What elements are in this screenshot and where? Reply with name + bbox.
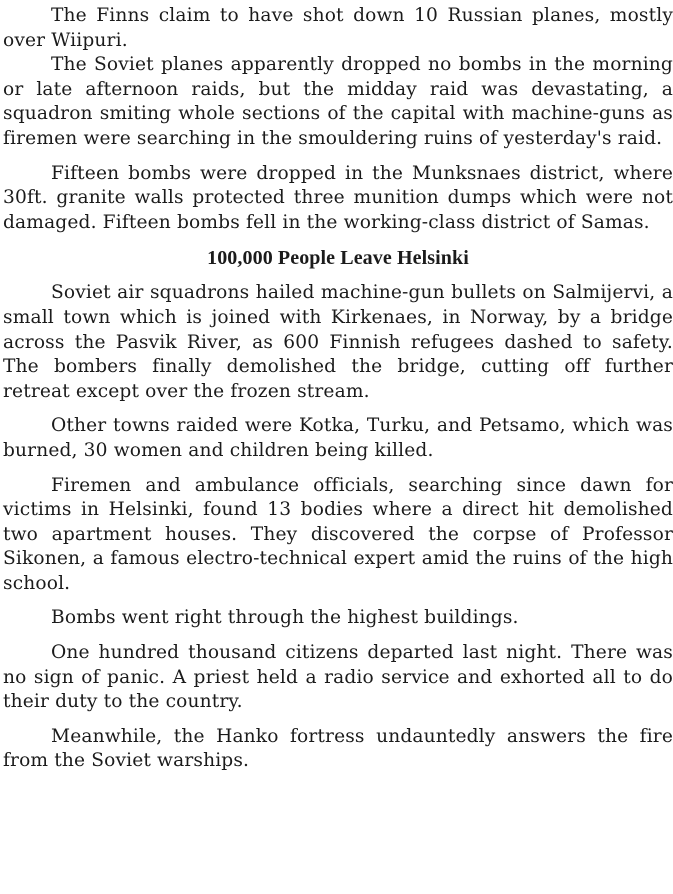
paragraph-hanko-fortress: Meanwhile, the Hanko fortress undauntedly answers the fire from the Soviet warships. <box>3 725 673 772</box>
paragraph-munksnaes-bombs: Fifteen bombs were dropped in the Munksnaes district, where 30ft. granite walls protected three munition dumps which were not damaged. Fifteen bombs fell in the working-class district of Samas. <box>3 162 673 233</box>
paragraph-firemen-search: Firemen and ambulance officials, searching since dawn for victims in Helsinki, found 13 bodies where a direct hit demolished two apartment houses. They discovered the corpse of Professor Sikonen, a famous electro-technical expert amid the ruins of the high school. <box>3 474 673 594</box>
subheading: 100,000 People Leave Helsinki <box>207 247 469 270</box>
paragraph-other-towns: Other towns raided were Kotka, Turku, and Petsamo, which was burned, 30 women and children being killed. <box>3 415 673 461</box>
paragraph-finns-claim: The Finns claim to have shot down 10 Russian planes, mostly over Wiipuri. <box>3 5 673 51</box>
paragraph-salmijervi: Soviet air squadrons hailed machine-gun bullets on Salmijervi, a small town which is joined with Kirkenaes, in Norway, by a bridge across the Pasvik River, as 600 Finnish refugees dashed to safety. The bombers finally demolished the bridge, cutting off further retreat except over the frozen stream. <box>3 282 673 402</box>
paragraph-soviet-raids: The Soviet planes apparently dropped no bombs in the morning or late afternoon raids, but the midday raid was devastating, a squadron smiting whole sections of the capital with machine-guns as firemen were searching in the smouldering ruins of yesterday's raid. <box>3 54 673 149</box>
paragraph-bombs-buildings: Bombs went right through the highest buildings. <box>51 607 519 629</box>
paragraph-citizens-departed: One hundred thousand citizens departed last night. There was no sign of panic. A priest held a radio service and exhorted all to do their duty to the country. <box>3 642 673 713</box>
